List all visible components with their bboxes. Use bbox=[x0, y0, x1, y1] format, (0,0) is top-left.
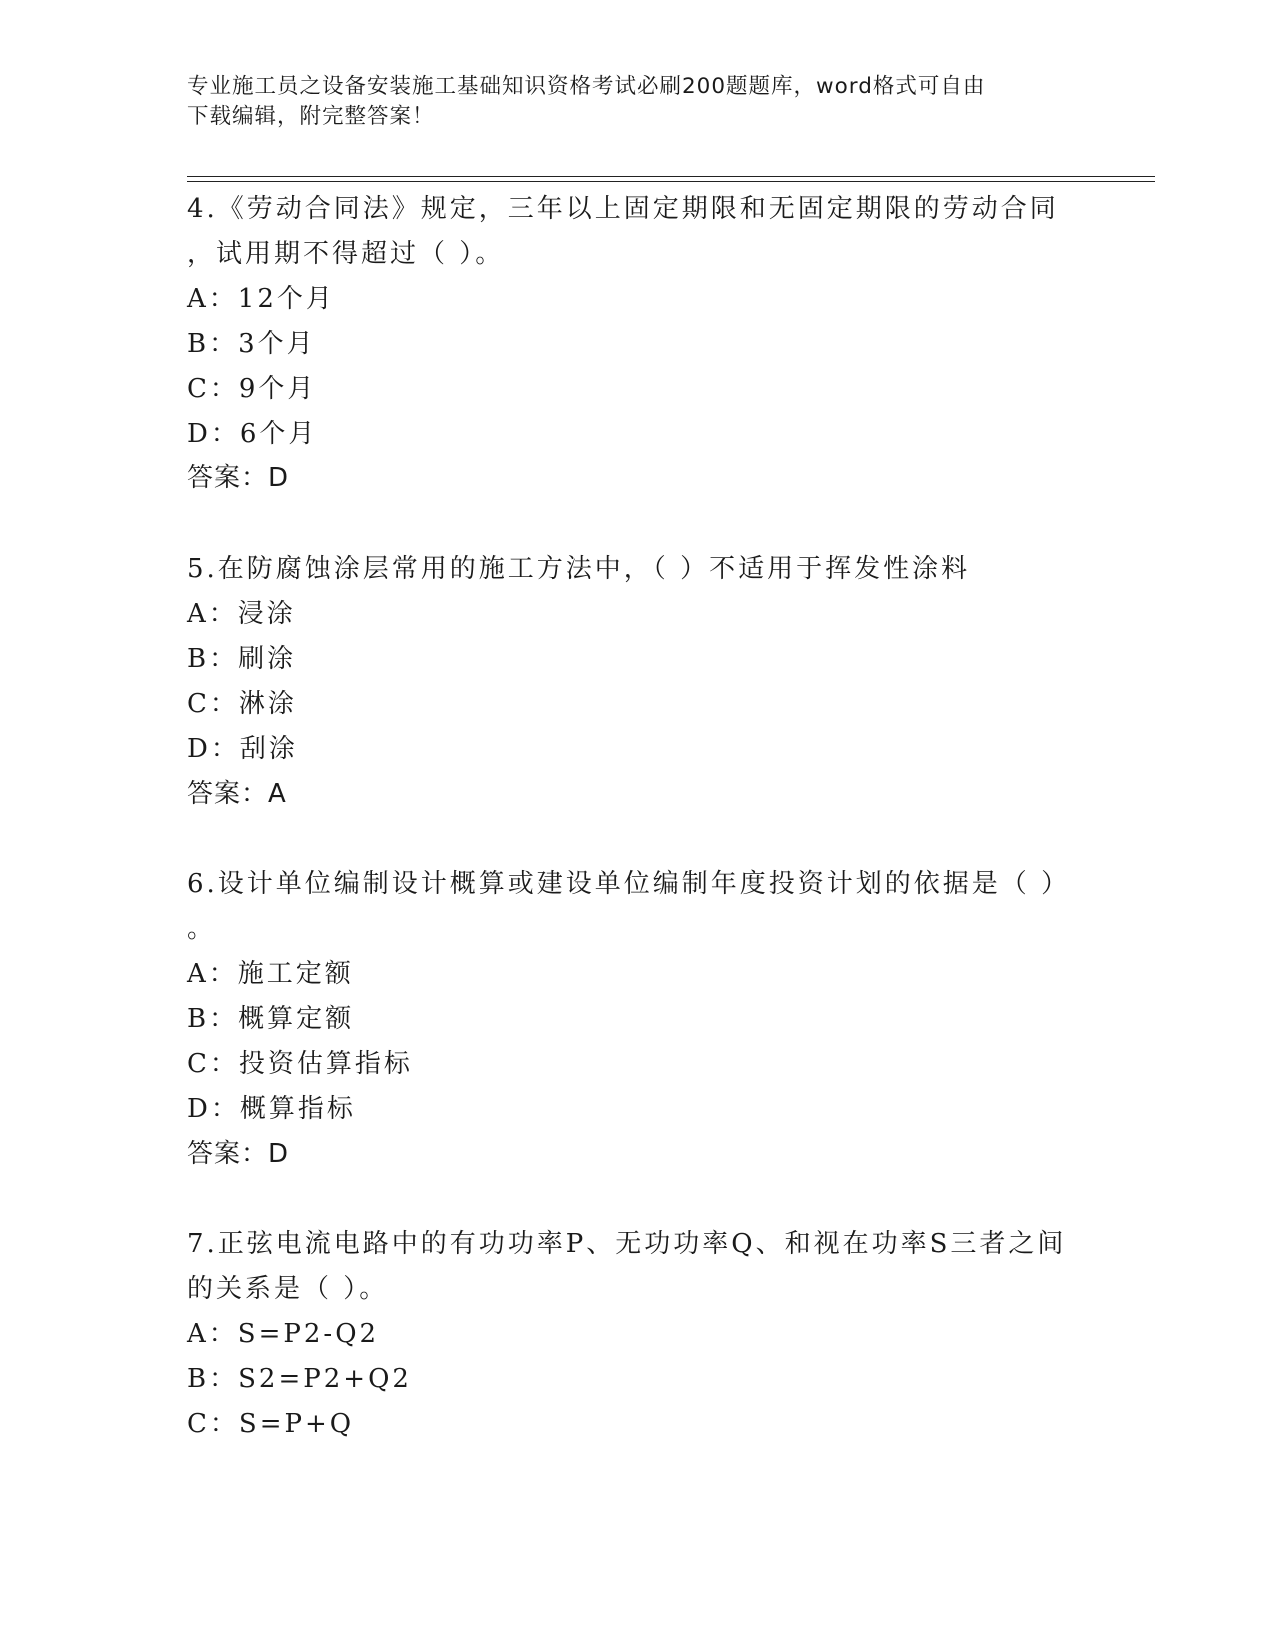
question-6-stem-line-1: 6.设计单位编制设计概算或建设单位编制年度投资计划的依据是（ ） bbox=[187, 869, 1071, 899]
header-divider-bottom bbox=[187, 181, 1155, 182]
question-7-stem-line-1: 7.正弦电流电路中的有功功率P、无功功率Q、和视在功率S三者之间 bbox=[187, 1229, 1067, 1259]
question-4-option-d: D：6个月 bbox=[187, 419, 318, 449]
question-6-stem-line-2: 。 bbox=[187, 914, 217, 944]
question-6-option-d: D：概算指标 bbox=[187, 1094, 356, 1124]
header-line-1: 专业施工员之设备安装施工基础知识资格考试必刷200题题库，word格式可自由 bbox=[187, 74, 986, 99]
question-5-option-c: C：淋涂 bbox=[187, 689, 297, 719]
header-divider-top bbox=[187, 176, 1155, 177]
question-5-option-a: A：浸涂 bbox=[187, 599, 296, 629]
question-5-stem-line-1: 5.在防腐蚀涂层常用的施工方法中，（ ）不适用于挥发性涂料 bbox=[187, 554, 971, 584]
question-6-answer: 答案：D bbox=[187, 1139, 290, 1169]
question-5-option-b: B：刷涂 bbox=[187, 644, 297, 674]
document-header bbox=[187, 72, 1087, 132]
question-7-option-c: C：S=P+Q bbox=[187, 1409, 355, 1439]
question-7-option-a: A：S=P2-Q2 bbox=[187, 1319, 380, 1349]
question-4-stem-line-1: 4.《劳动合同法》规定，三年以上固定期限和无固定期限的劳动合同 bbox=[187, 194, 1059, 224]
question-5-option-d: D：刮涂 bbox=[187, 734, 298, 764]
question-7-option-b: B：S2=P2+Q2 bbox=[187, 1364, 412, 1394]
question-4-answer: 答案：D bbox=[187, 463, 290, 493]
question-4-option-b: B：3个月 bbox=[187, 329, 316, 359]
header-line-2: 下载编辑，附完整答案！ bbox=[187, 104, 435, 129]
question-6-option-b: B：概算定额 bbox=[187, 1004, 355, 1034]
question-6-option-a: A：施工定额 bbox=[187, 959, 354, 989]
question-7-stem-line-2: 的关系是（ ）。 bbox=[187, 1274, 389, 1304]
question-5-answer: 答案：A bbox=[187, 779, 287, 809]
question-4-option-c: C：9个月 bbox=[187, 374, 317, 404]
question-6-option-c: C：投资估算指标 bbox=[187, 1049, 413, 1079]
question-4-option-a: A：12个月 bbox=[187, 284, 335, 314]
question-4-stem-line-2: ，试用期不得超过（ ）。 bbox=[187, 239, 505, 269]
